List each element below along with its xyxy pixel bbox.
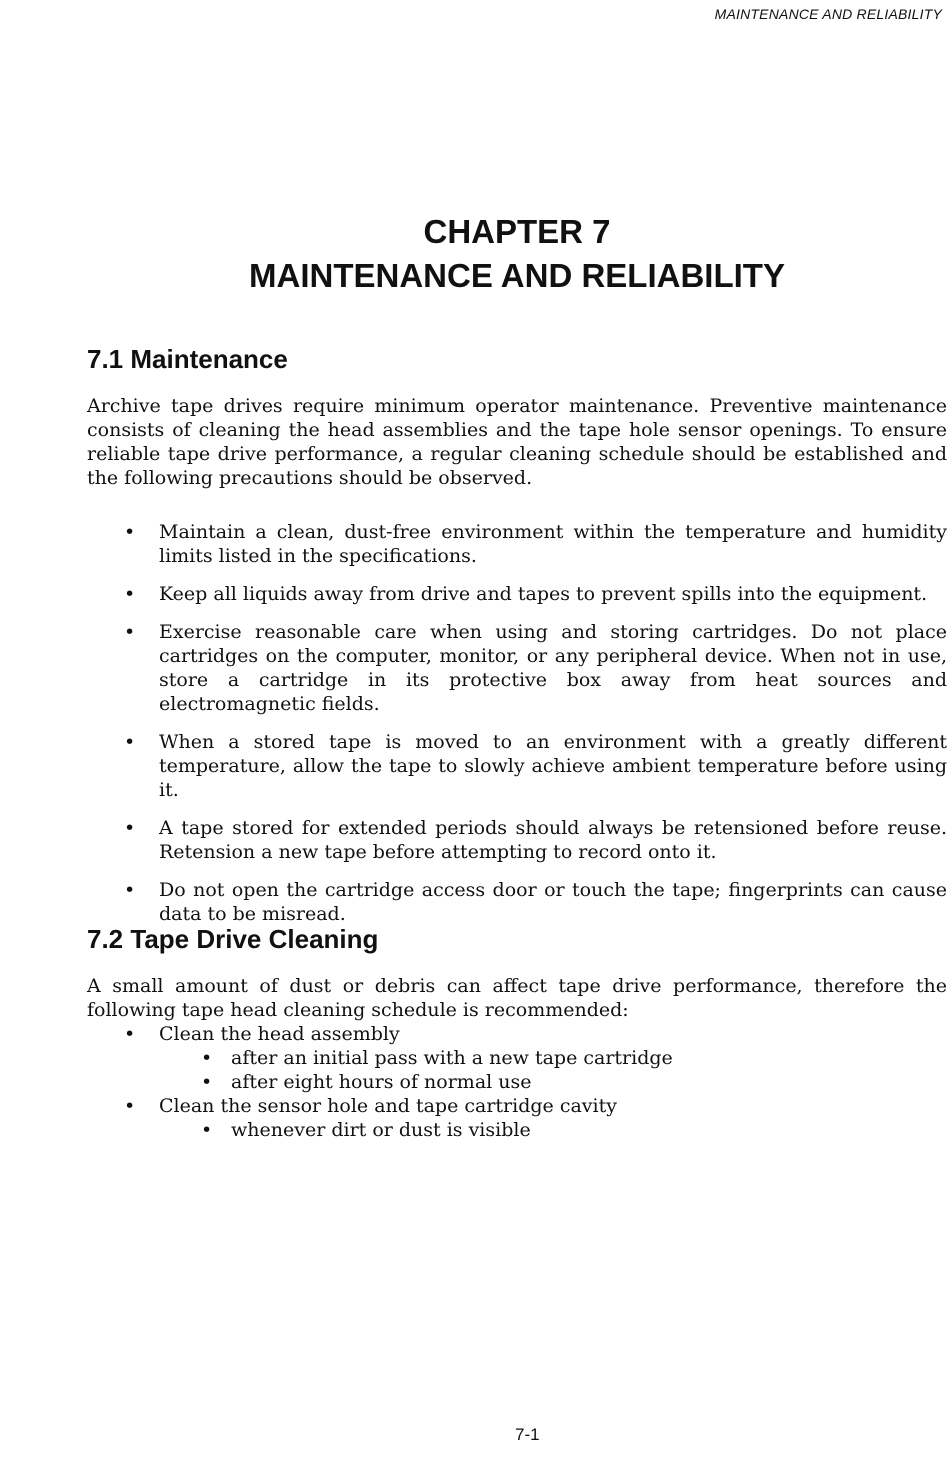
section-heading-tape-drive-cleaning: 7.2 Tape Drive Cleaning [87,924,379,954]
list-item: • Keep all liquids away from drive and tapes to prevent spills into the equipment. [87,582,947,606]
list-item [87,1022,947,1094]
sub-list [159,1046,947,1094]
cleaning-schedule-list [87,1022,947,1142]
list-item [87,1094,947,1142]
list-item-text: Clean the head assembly [159,1023,400,1045]
list-item: • When a stored tape is moved to an environment with a greatly different temperature, allow the tape to slowly achieve ambient temperature before using it. [87,730,947,802]
chapter-number: CHAPTER 7 [423,213,611,250]
cleaning-intro-paragraph: A small amount of dust or debris can affect tape drive performance, therefore the following tape head cleaning schedule is recommended: [87,975,947,1021]
sub-list-item: • after an initial pass with a new tape cartridge [159,1046,947,1070]
sub-list [159,1118,947,1142]
section-heading-maintenance: 7.1 Maintenance [87,344,288,374]
chapter-title [0,210,950,298]
list-item: • Do not open the cartridge access door or touch the tape; fingerprints can cause data to be misread. [87,878,947,926]
sub-list-item: • after eight hours of normal use [159,1070,947,1094]
list-item-text: Clean the sensor hole and tape cartridge cavity [159,1095,617,1117]
list-item: • Exercise reasonable care when using and storing cartridges. Do not place cartridges on the computer, monitor, or any peripheral device. When not in use, store a cartridge in its protective box away from heat sources and electromagnetic fields. [87,620,947,716]
page-number: 7-1 [515,1425,540,1444]
maintenance-intro-paragraph: Archive tape drives require minimum operator maintenance. Preventive maintenance consists of cleaning the head assemblies and the tape hole sensor openings. To ensure reliable tape drive performance, a regular cleaning schedule should be established and the following precautions should be observed. [87,395,947,489]
sub-list-item: • whenever dirt or dust is visible [159,1118,947,1142]
list-item: • Maintain a clean, dust-free environment within the temperature and humidity limits listed in the specifications. [87,520,947,568]
running-header: MAINTENANCE AND RELIABILITY [714,6,942,22]
chapter-name: MAINTENANCE AND RELIABILITY [249,257,785,294]
precautions-list [87,520,947,940]
list-item: • A tape stored for extended periods should always be retensioned before reuse. Retension a new tape before attempting to record onto it. [87,816,947,864]
